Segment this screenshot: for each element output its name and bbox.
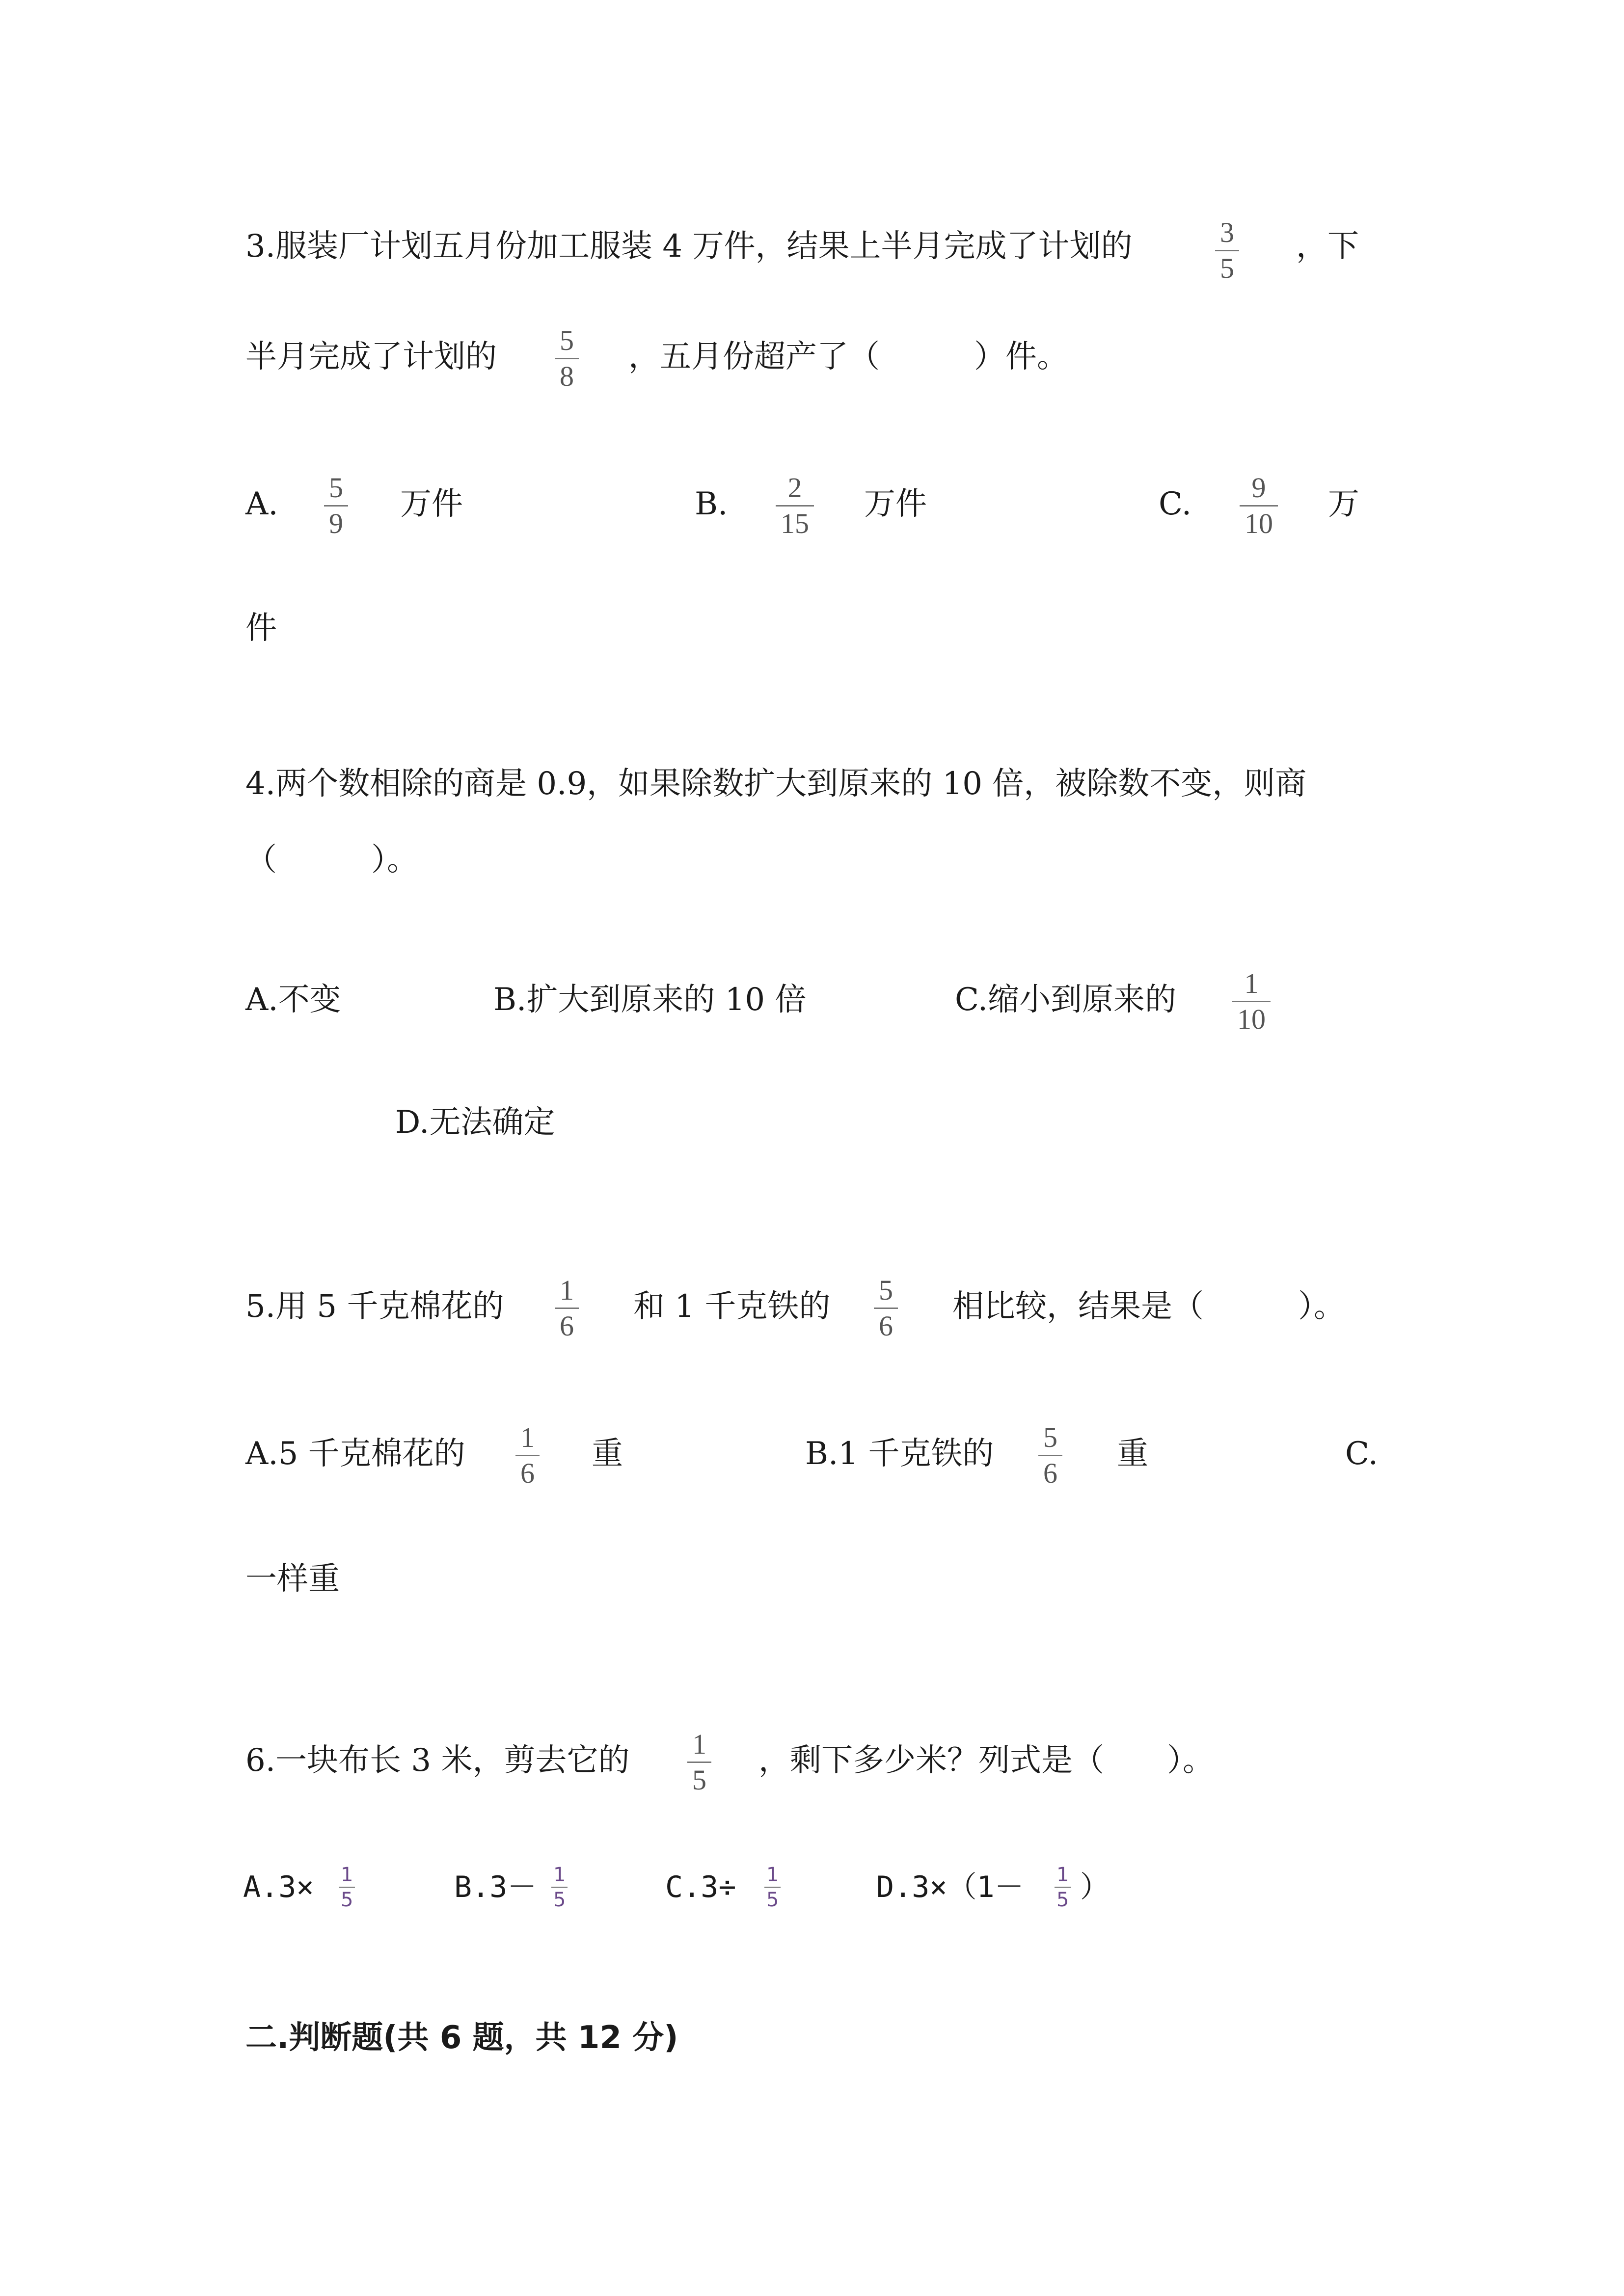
section-heading-true-false: 二.判断题(共 6 题，共 12 分) — [245, 2020, 678, 2056]
fraction-numerator: 1 — [341, 1864, 353, 1886]
q3-option-a-label: A. — [245, 486, 278, 522]
fraction-bar — [776, 505, 814, 507]
q4-option-c: C.缩小到原来的 — [955, 982, 1177, 1018]
q4-option-b: B.扩大到原来的 10 倍 — [493, 982, 807, 1018]
q6-option-c-fraction — [764, 1865, 781, 1910]
q3-option-c-label: C. — [1159, 486, 1192, 522]
q3-fraction-5-8 — [555, 326, 579, 391]
fraction-denominator: 15 — [781, 507, 809, 539]
fraction-bar — [555, 1308, 579, 1309]
fraction-bar — [1240, 505, 1278, 507]
q3-text-line1-tail: ，下 — [1296, 228, 1359, 265]
q5-text-c: 相比较，结果是（ ）。 — [952, 1288, 1345, 1325]
q3-text-line2a: 半月完成了计划的 — [245, 339, 497, 375]
fraction-bar — [874, 1308, 898, 1309]
fraction-numerator: 5 — [1043, 1421, 1057, 1453]
q4-option-c-fraction — [1232, 969, 1271, 1034]
fraction-denominator: 6 — [879, 1310, 893, 1342]
fraction-denominator: 8 — [560, 360, 574, 392]
q4-text-line2: （ ）。 — [245, 842, 418, 878]
q4-option-a: A.不变 — [245, 982, 341, 1018]
fraction-denominator: 6 — [520, 1457, 535, 1489]
q3-option-c-unit: 万 — [1328, 486, 1359, 522]
q6-option-b-fraction — [551, 1865, 568, 1910]
fraction-numerator: 1 — [520, 1421, 535, 1453]
fraction-denominator: 5 — [341, 1889, 353, 1911]
fraction-denominator: 6 — [1043, 1457, 1057, 1489]
q5-option-a-label: A.5 千克棉花的 — [245, 1436, 465, 1472]
fraction-bar — [1055, 1887, 1071, 1888]
fraction-bar — [687, 1762, 711, 1763]
q6-text-a: 6.一块布长 3 米，剪去它的 — [245, 1742, 630, 1779]
q6-option-b: B.3－ — [454, 1870, 537, 1904]
fraction-numerator: 3 — [1220, 216, 1234, 248]
fraction-numerator: 5 — [879, 1274, 893, 1306]
q5-option-a-tail: 重 — [592, 1436, 623, 1472]
fraction-denominator: 5 — [553, 1889, 566, 1911]
q3-option-a-unit: 万件 — [400, 486, 463, 522]
fraction-numerator: 1 — [560, 1274, 574, 1306]
q4-option-d: D.无法确定 — [395, 1104, 555, 1141]
q5-text-a: 5.用 5 千克棉花的 — [245, 1288, 504, 1325]
q5-option-b-label: B.1 千克铁的 — [805, 1436, 994, 1472]
q5-text-b: 和 1 千克铁的 — [633, 1288, 831, 1325]
fraction-denominator: 5 — [766, 1889, 779, 1911]
fraction-denominator: 6 — [560, 1310, 574, 1342]
q6-fraction-1-5 — [687, 1730, 711, 1794]
fraction-numerator: 1 — [692, 1728, 706, 1760]
q6-option-d-fraction — [1055, 1865, 1071, 1910]
q5-fraction-5-6 — [874, 1276, 898, 1340]
q5-option-c-wrap: 一样重 — [245, 1561, 340, 1597]
fraction-bar — [339, 1887, 355, 1888]
fraction-bar — [1215, 250, 1239, 251]
q5-option-b-fraction — [1038, 1423, 1062, 1488]
q3-option-c-fraction — [1240, 474, 1278, 538]
q3-text-line1: 3.服装厂计划五月份加工服装 4 万件，结果上半月完成了计划的 — [245, 228, 1133, 265]
fraction-bar — [1038, 1455, 1062, 1456]
q3-option-b-fraction — [776, 474, 814, 538]
q5-option-a-fraction — [515, 1423, 540, 1488]
fraction-bar — [551, 1887, 568, 1888]
fraction-numerator: 1 — [766, 1864, 779, 1886]
q5-option-c-label: C. — [1345, 1436, 1379, 1472]
q6-option-a: A.3× — [243, 1870, 314, 1904]
fraction-numerator: 1 — [1244, 967, 1259, 999]
fraction-numerator: 1 — [553, 1864, 566, 1886]
fraction-denominator: 5 — [692, 1764, 706, 1796]
q3-option-b-label: B. — [695, 486, 728, 522]
fraction-bar — [1232, 1001, 1271, 1002]
q5-fraction-1-6 — [555, 1276, 579, 1340]
q3-fraction-3-5 — [1215, 218, 1239, 283]
fraction-numerator: 9 — [1251, 472, 1266, 504]
fraction-denominator: 5 — [1220, 252, 1234, 284]
fraction-denominator: 9 — [329, 507, 343, 539]
q3-option-b-unit: 万件 — [864, 486, 927, 522]
q6-option-c: C.3÷ — [665, 1870, 736, 1904]
fraction-bar — [324, 505, 348, 507]
fraction-denominator: 5 — [1056, 1889, 1069, 1911]
q3-option-a-fraction — [324, 474, 348, 538]
q3-option-c-wrap: 件 — [245, 610, 277, 646]
fraction-numerator: 5 — [329, 472, 343, 504]
q4-text-line1: 4.两个数相除的商是 0.9，如果除数扩大到原来的 10 倍，被除数不变，则商 — [245, 766, 1307, 802]
q3-text-line2b: ，五月份超产了（ ）件。 — [628, 339, 1068, 375]
q6-option-d-tail: ） — [1080, 1870, 1110, 1904]
fraction-numerator: 2 — [787, 472, 802, 504]
q5-option-b-tail: 重 — [1117, 1436, 1148, 1472]
fraction-numerator: 1 — [1056, 1864, 1069, 1886]
q6-option-a-fraction — [339, 1865, 355, 1910]
fraction-bar — [555, 358, 579, 359]
fraction-denominator: 10 — [1245, 507, 1273, 539]
fraction-bar — [515, 1455, 540, 1456]
fraction-numerator: 5 — [560, 324, 574, 356]
q6-option-d: D.3×（1－ — [876, 1870, 1024, 1904]
fraction-denominator: 10 — [1237, 1003, 1266, 1035]
q6-text-b: ，剩下多少米？列式是（ ）。 — [758, 1742, 1214, 1779]
fraction-bar — [764, 1887, 781, 1888]
